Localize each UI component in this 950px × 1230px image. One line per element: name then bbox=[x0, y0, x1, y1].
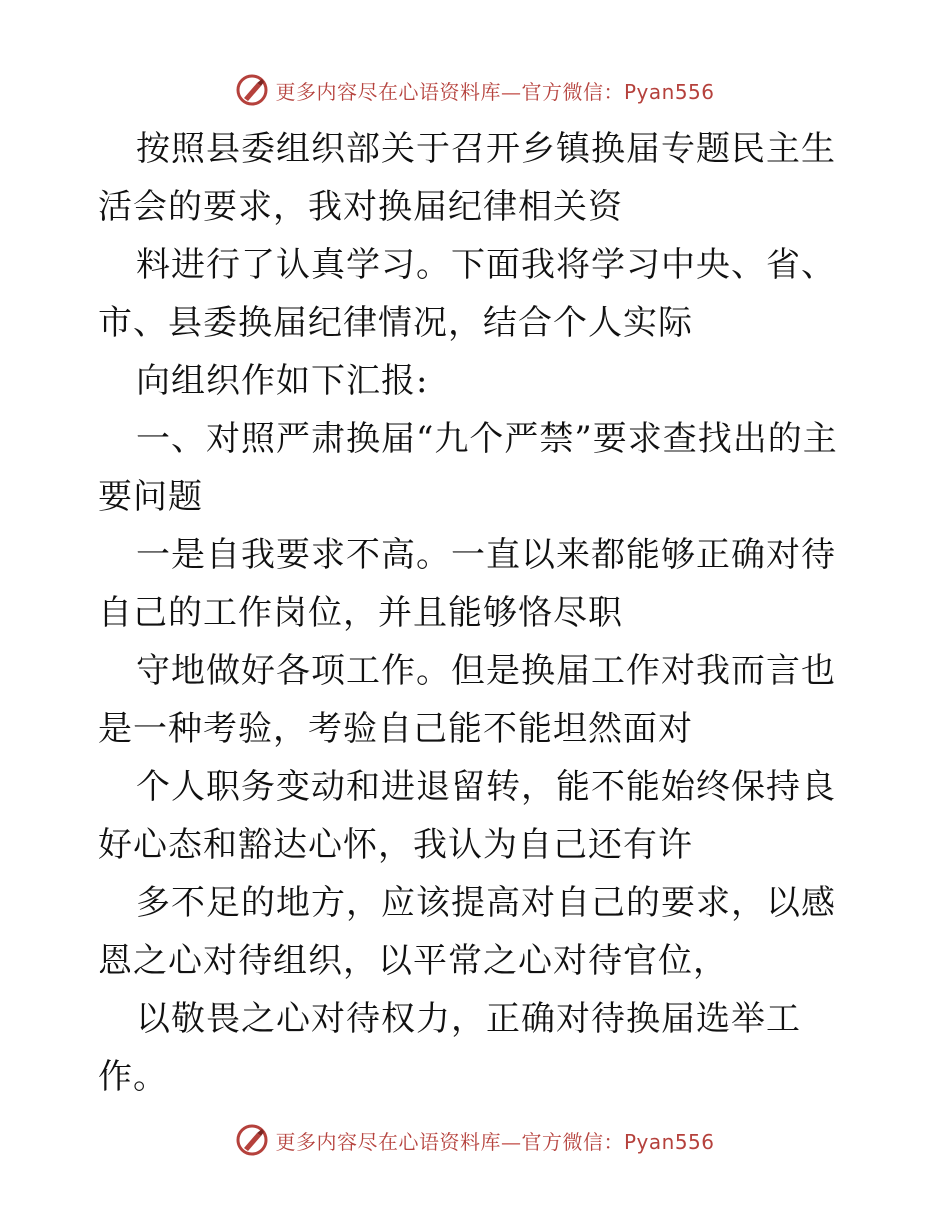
paragraph-2: 料进行了认真学习。下面我将学习中央、省、市、县委换届纪律情况，结合个人实际 bbox=[98, 245, 836, 343]
paragraph-9: 以敬畏之心对待权力，正确对待换届选举工作。 bbox=[98, 999, 801, 1097]
pen-logo-icon bbox=[235, 1123, 269, 1157]
paragraph-1: 按照县委组织部关于召开乡镇换届专题民主生活会的要求，我对换届纪律相关资 bbox=[98, 129, 836, 227]
watermark-text: 更多内容尽在心语资料库—官方微信：Pyan556 bbox=[275, 1129, 715, 1154]
paragraph-5: 一是自我要求不高。一直以来都能够正确对待自己的工作岗位，并且能够恪尽职 bbox=[98, 535, 836, 633]
footer-watermark bbox=[0, 1120, 950, 1160]
pen-logo-icon bbox=[235, 73, 269, 107]
section-heading: 一、对照严肃换届“九个严禁”要求查找出的主要问题 bbox=[98, 419, 838, 517]
paragraph-3: 向组织作如下汇报: bbox=[136, 361, 429, 401]
paragraph-7: 个人职务变动和进退留转，能不能始终保持良好心态和豁达心怀，我认为自己还有许 bbox=[98, 767, 836, 865]
header-watermark bbox=[0, 70, 950, 110]
paragraph-8: 多不足的地方，应该提高对自己的要求，以感恩之心对待组织，以平常之心对待官位， bbox=[98, 883, 836, 981]
paragraph-6: 守地做好各项工作。但是换届工作对我而言也是一种考验，考验自己能不能坦然面对 bbox=[98, 651, 836, 749]
document-body bbox=[98, 120, 858, 1106]
watermark-text: 更多内容尽在心语资料库—官方微信：Pyan556 bbox=[275, 79, 715, 104]
